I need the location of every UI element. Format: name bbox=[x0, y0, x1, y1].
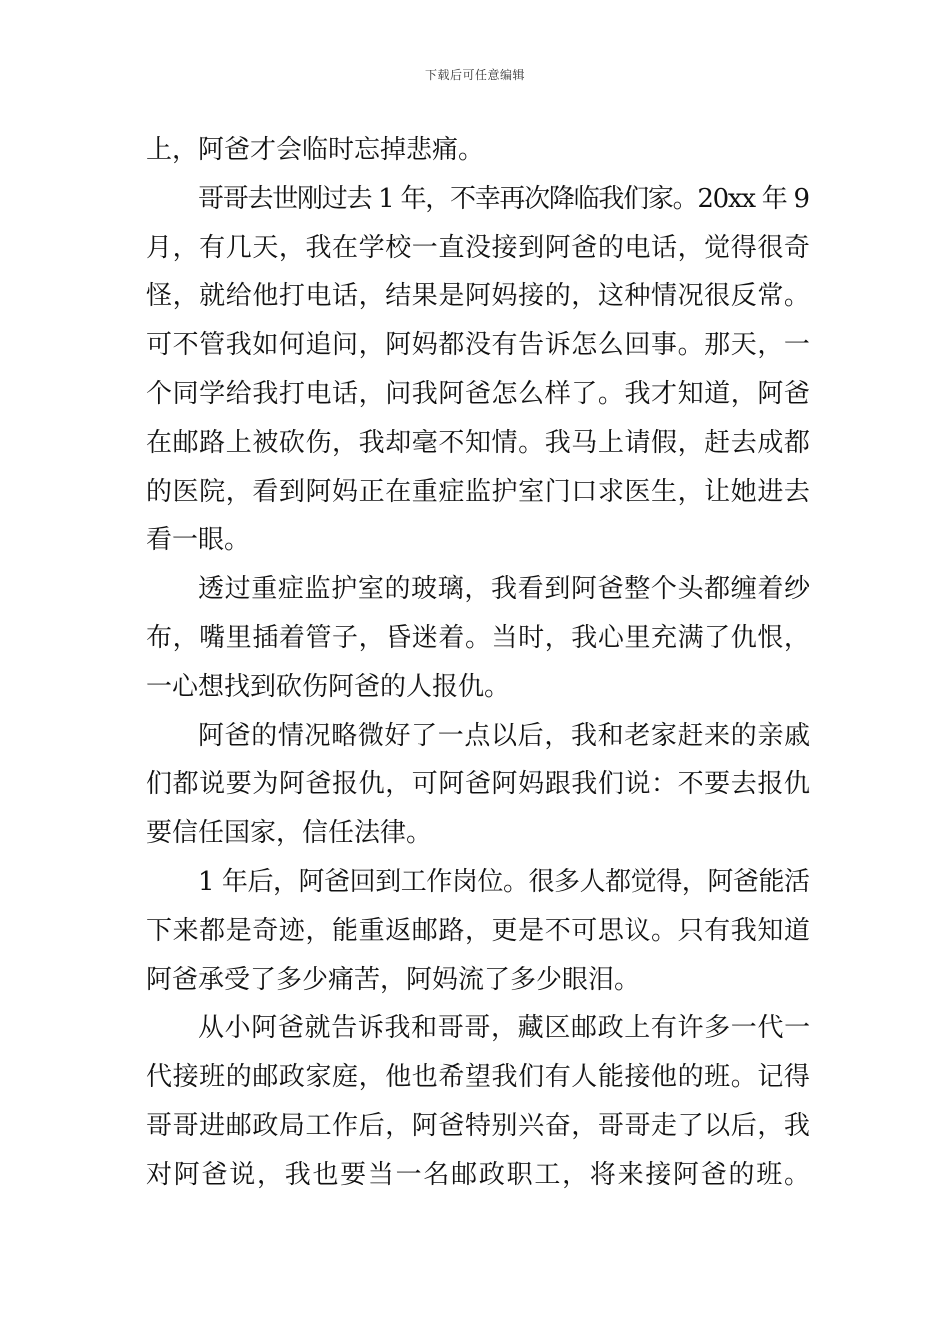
text-line: 在邮路上被砍伤，我却毫不知情。我马上请假，赶去成都 bbox=[146, 427, 811, 458]
text-line: 布，嘴里插着管子，昏迷着。当时，我心里充满了仇恨， bbox=[146, 622, 811, 653]
text-line: 阿爸承受了多少痛苦，阿妈流了多少眼泪。 bbox=[146, 964, 641, 995]
text-line: 月，有几天，我在学校一直没接到阿爸的电话，觉得很奇 bbox=[146, 232, 811, 263]
document-body bbox=[146, 126, 810, 1200]
text-line: 的医院，看到阿妈正在重症监护室门口求医生，让她进去 bbox=[146, 476, 811, 507]
text-line: 可不管我如何追问，阿妈都没有告诉怎么回事。那天，一 bbox=[146, 330, 811, 361]
text-line: 个同学给我打电话，问我阿爸怎么样了。我才知道，阿爸 bbox=[146, 378, 811, 409]
page-header: 下载后可任意编辑 bbox=[424, 68, 525, 82]
text-line: 1 年后，阿爸回到工作岗位。很多人都觉得，阿爸能活 bbox=[198, 866, 810, 897]
text-line: 怪，就给他打电话，结果是阿妈接的，这种情况很反常。 bbox=[146, 281, 811, 312]
text-line: 一心想找到砍伤阿爸的人报仇。 bbox=[146, 671, 511, 702]
text-line: 从小阿爸就告诉我和哥哥，藏区邮政上有许多一代一 bbox=[198, 1013, 811, 1044]
text-line: 们都说要为阿爸报仇，可阿爸阿妈跟我们说：不要去报仇 bbox=[146, 769, 811, 800]
text-line: 代接班的邮政家庭，他也希望我们有人能接他的班。记得 bbox=[146, 1062, 811, 1093]
text-line: 上，阿爸才会临时忘掉悲痛。 bbox=[146, 135, 485, 165]
text-line: 哥哥进邮政局工作后，阿爸特别兴奋，哥哥走了以后，我 bbox=[146, 1110, 811, 1141]
text-line: 阿爸的情况略微好了一点以后，我和老家赶来的亲戚 bbox=[198, 720, 811, 751]
text-line: 对阿爸说，我也要当一名邮政职工，将来接阿爸的班。 bbox=[146, 1159, 812, 1190]
text-line: 要信任国家，信任法律。 bbox=[146, 818, 433, 849]
text-line: 看一眼。 bbox=[146, 525, 251, 556]
text-line: 透过重症监护室的玻璃，我看到阿爸整个头都缠着纱 bbox=[198, 574, 811, 605]
text-line: 下来都是奇迹，能重返邮路，更是不可思议。只有我知道 bbox=[146, 915, 811, 946]
text-line: 哥哥去世刚过去 1 年，不幸再次降临我们家。20xx 年 9 bbox=[198, 183, 809, 214]
